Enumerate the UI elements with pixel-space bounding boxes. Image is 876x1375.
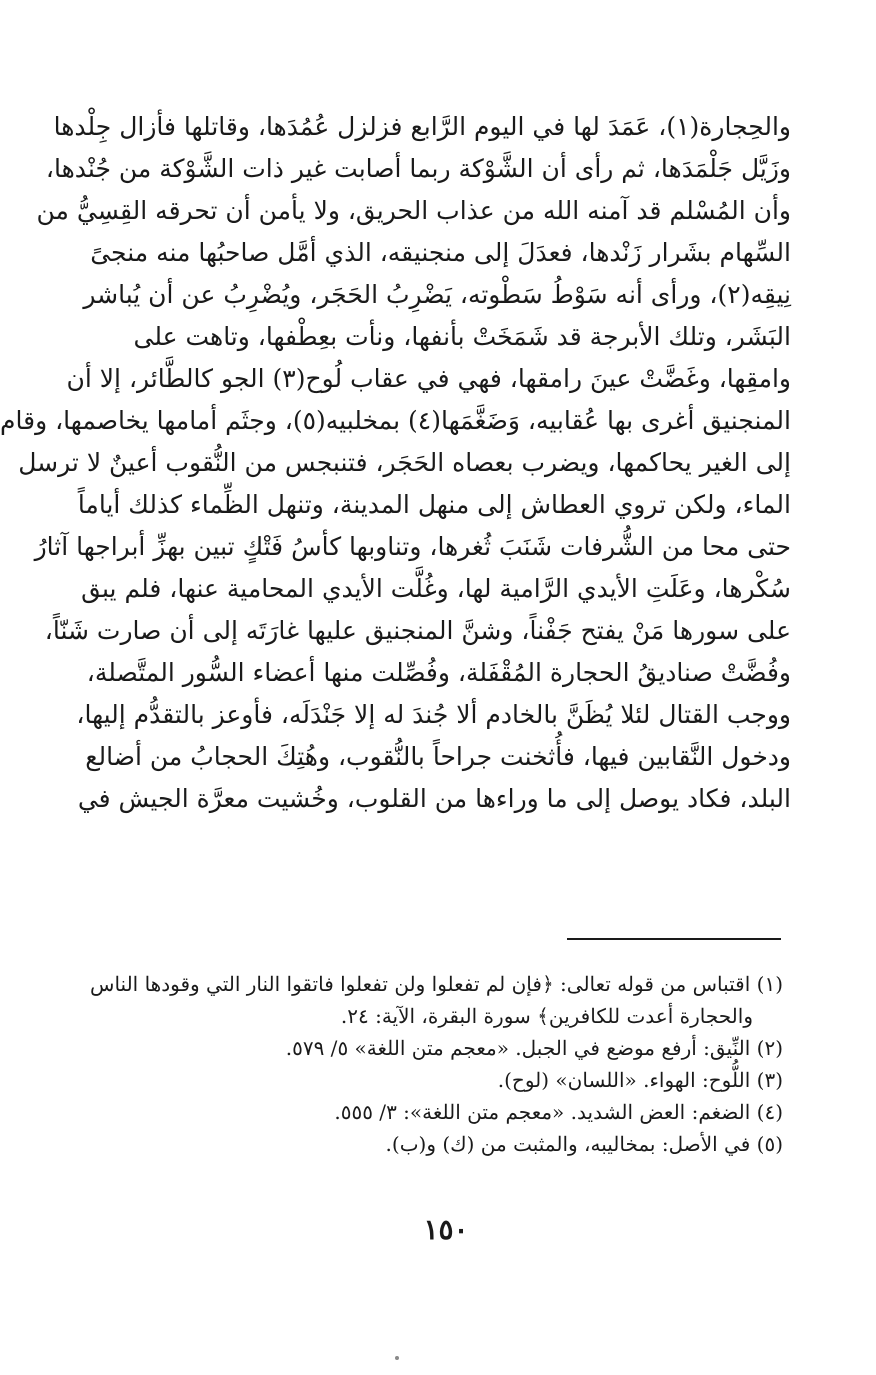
footnote-continuation: والحجارة أعدت للكافرين﴾ سورة البقرة، الآية: ٢٤. — [340, 1004, 753, 1028]
body-line: نِيقِه(٢)، ورأى أنه سَوْطُ سَطْوته، يَضْرِبُ الحَجَر، ويُضْرِبُ عن أن يُباشر — [83, 280, 791, 309]
body-line: حتى محا من الشُّرفات شَنَبَ ثُغرها، وتناوبها كأسُ فَتْكٍ تبين بهزِّ أبراجها آثارُ — [34, 532, 791, 561]
body-line: وزَيَّل جَلْمَدَها، ثم رأى أن الشَّوْكة ربما أصابت غير ذات الشَّوْكة من جُنْدها، — [45, 154, 791, 183]
body-line: وامقِها، وغَضَّتْ عينَ رامقها، فهي في عقاب لُوح(٣) الجو كالطَّائر، إلا أن — [66, 364, 791, 393]
footnote: (٢) النِّيق: أرفع موضع في الجبل. «معجم متن اللغة» ٥/ ٥٧٩. — [285, 1036, 783, 1060]
footnote: (١) اقتباس من قوله تعالى: ﴿فإن لم تفعلوا ولن تفعلوا فاتقوا النار التي وقودها الناس — [90, 972, 783, 996]
body-line: على سورها مَنْ يفتح جَفْناً، وشنَّ المنجنيق عليها غارَتَه إلى أن صارت شَنّاً، — [44, 616, 791, 645]
body-line: وأن المُسْلم قد آمنه الله من عذاب الحريق، ولا يأمن أن تحرقه القِسِيُّ من — [36, 196, 791, 225]
body-line: ووجب القتال لئلا يُظَنَّ بالخادم ألا جُندَ له إلا جَنْدَلَه، فأوعز بالتقدُّم إليها، — [76, 700, 791, 729]
footnote: (٣) اللُّوح: الهواء. «اللسان» (لوح). — [497, 1068, 783, 1092]
footnote: (٥) في الأصل: بمخاليبه، والمثبت من (ك) و(ب). — [385, 1132, 783, 1156]
body-line: إلى الغير يحاكمها، ويضرب بعصاه الحَجَر، فتنبجس من النُّقوب أعينٌ لا ترسل — [18, 448, 791, 477]
footnote: (٤) الضغم: العض الشديد. «معجم متن اللغة»: ٣/ ٥٥٥. — [334, 1100, 783, 1124]
body-line: وفُضَّتْ صناديقُ الحجارة المُقْفَلة، وفُصِّلت منها أعضاء السُّور المتَّصلة، — [86, 658, 791, 687]
footnotes — [71, 968, 783, 1160]
page-number: ١٥٠ — [423, 1213, 469, 1246]
body-line: البلد، فكاد يوصل إلى ما وراءها من القلوب، وخُشيت معرَّة الجيش في — [77, 784, 791, 813]
footnote-separator — [567, 938, 781, 940]
body-line: البَشَر، وتلك الأبرجة قد شَمَخَتْ بأنفها، ونأت بعِطْفها، وتاهت على — [133, 322, 791, 351]
body-line: والحِجارة(١)، عَمَدَ لها في اليوم الرَّابع فزلزل عُمُدَها، وقاتلها فأزال جِلْدها — [53, 112, 791, 141]
body-line: المنجنيق أغرى بها عُقابيه، وَضَغَّمَها(٤) بمخلبيه(٥)، وجثَم أمامها يخاصمها، وقام — [0, 406, 791, 435]
body-line: ودخول النَّقابين فيها، فأُثخنت جراحاً بالنُّقوب، وهُتِكَ الحجابُ من أضالع — [85, 742, 791, 771]
body-line: الماء، ولكن تروي العطاش إلى منهل المدينة، وتنهل الظِّماء كذلك أياماً — [77, 490, 791, 519]
body-line: السِّهام بشَرار زَنْدها، فعدَلَ إلى منجنيقه، الذي أمَّل صاحبُها منه منجىً — [90, 238, 791, 267]
body-text — [0, 106, 791, 820]
scan-speck — [395, 1356, 399, 1360]
body-line: سُكْرها، وعَلَتِ الأيدي الرَّامية لها، وغُلَّت الأيدي المحامية عنها، فلم يبق — [81, 574, 791, 603]
